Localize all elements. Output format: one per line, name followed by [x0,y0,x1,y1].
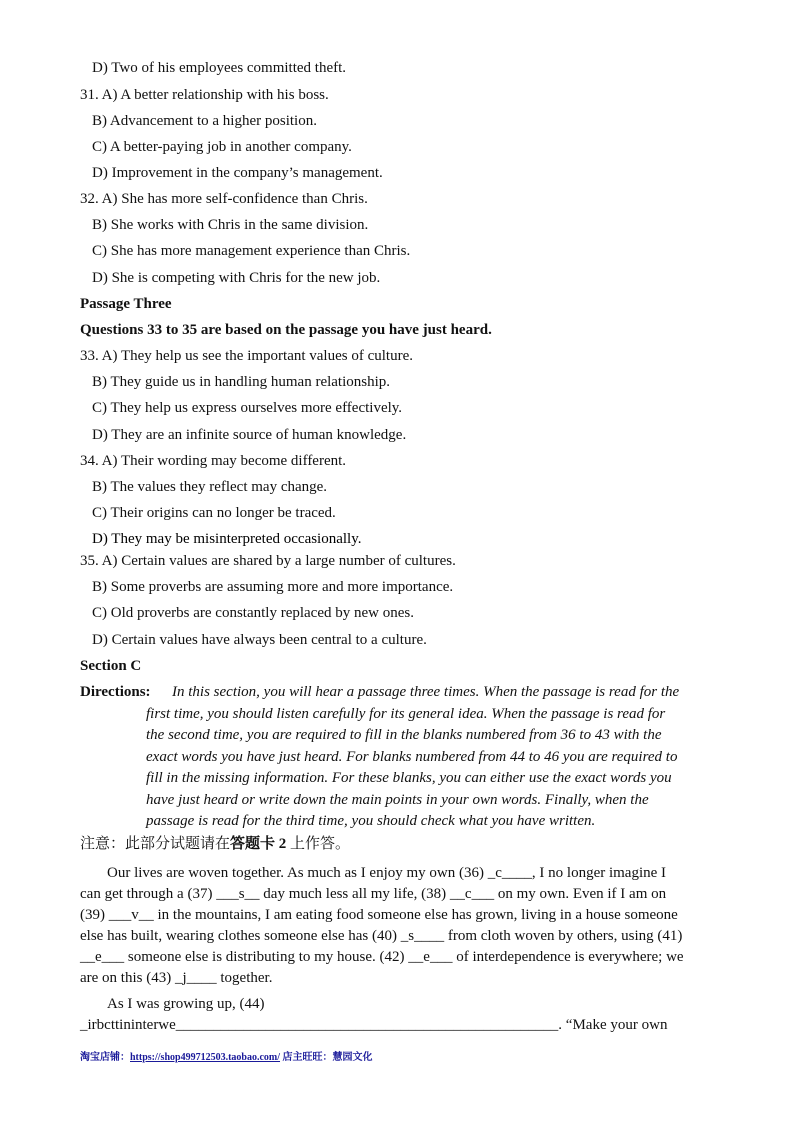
q31-option-c: C) A better-paying job in another company. [92,139,352,155]
directions-line: the second time, you are required to fill in the blanks numbered from 36 to 43 with the [146,727,662,743]
q32-option-c: C) She has more management experience than Chris. [92,243,411,259]
q31-option-a: 31. A) A better relationship with his boss. [80,87,329,103]
page-footer [80,1048,373,1063]
passage-line: can get through a (37) ___s__ day much less all my life, (38) __c___ on my own. Even if I am on [80,886,667,902]
directions-line: passage is read for the third time, you should check what you have written. [146,813,596,829]
q33-option-b: B) They guide us in handling human relationship. [92,374,391,390]
q35-option-a: 35. A) Certain values are shared by a large number of cultures. [80,553,456,569]
note-prefix: 注意：此部分试题请在 [80,836,231,852]
q32-option-b: B) She works with Chris in the same division. [92,217,369,233]
q33-option-c: C) They help us express ourselves more effectively. [92,400,403,416]
q34-option-d: D) They may be misinterpreted occasionally. [92,531,362,547]
passage-three-heading: Passage Three [80,296,172,312]
passage-line: __e___ someone else is distributing to my house. (42) __e___ of interdependence is everywhere; we [80,949,684,965]
directions-label: Directions: [80,684,151,700]
note-suffix: 上作答。 [286,836,351,852]
q35-option-c: C) Old proverbs are constantly replaced by new ones. [92,605,414,621]
directions-line: fill in the missing information. For these blanks, you can either use the exact words you [146,770,672,786]
q30-option-d: D) Two of his employees committed theft. [92,60,347,76]
q32-option-d: D) She is competing with Chris for the new job. [92,270,381,286]
passage-line: else has built, wearing clothes someone else has (40) _s____ from cloth woven by others, using (41) [80,928,683,944]
directions-line: first time, you should listen carefully for its general idea. When the passage is read for [146,706,666,722]
answer-sheet-note [80,835,350,853]
q34-option-b: B) The values they reflect may change. [92,479,328,495]
q33-option-a: 33. A) They help us see the important values of culture. [80,348,413,364]
shop-link[interactable]: https://shop499712503.taobao.com/ [130,1052,281,1063]
shop-label: 淘宝店铺： [80,1052,130,1063]
q34-option-a: 34. A) Their wording may become different. [80,453,347,469]
directions-line: have just heard or write down the main points in your own words. Finally, when the [146,792,649,808]
owner-label: 店主旺旺：慧园文化 [280,1052,373,1063]
directions-line: exact words you have just heard. For blanks numbered from 44 to 46 you are required to [146,749,678,765]
q35-option-d: D) Certain values have always been central to a culture. [92,632,427,648]
q35-option-b: B) Some proverbs are assuming more and more importance. [92,579,454,595]
q32-option-a: 32. A) She has more self-confidence than Chris. [80,191,368,207]
passage-line: (39) ___v__ in the mountains, I am eating food someone else has grown, living in a house someone [80,907,678,923]
note-answer-card: 答题卡 2 [230,836,287,852]
passage-three-instruction: Questions 33 to 35 are based on the passage you have just heard. [80,322,492,338]
passage-line: are on this (43) _j____ together. [80,970,273,986]
q31-option-d: D) Improvement in the company’s management. [92,165,383,181]
q34-option-c: C) Their origins can no longer be traced. [92,505,336,521]
passage-line: _irbcttininterwe___________________________________________________. “Make your own [80,1017,668,1033]
passage-line: As I was growing up, (44) [107,996,265,1012]
q31-option-b: B) Advancement to a higher position. [92,113,317,129]
passage-line: Our lives are woven together. As much as I enjoy my own (36) _c____, I no longer imagine I [107,865,667,881]
q33-option-d: D) They are an infinite source of human knowledge. [92,427,407,443]
section-c-heading: Section C [80,658,142,674]
directions-line: In this section, you will hear a passage three times. When the passage is read for the [172,684,680,700]
